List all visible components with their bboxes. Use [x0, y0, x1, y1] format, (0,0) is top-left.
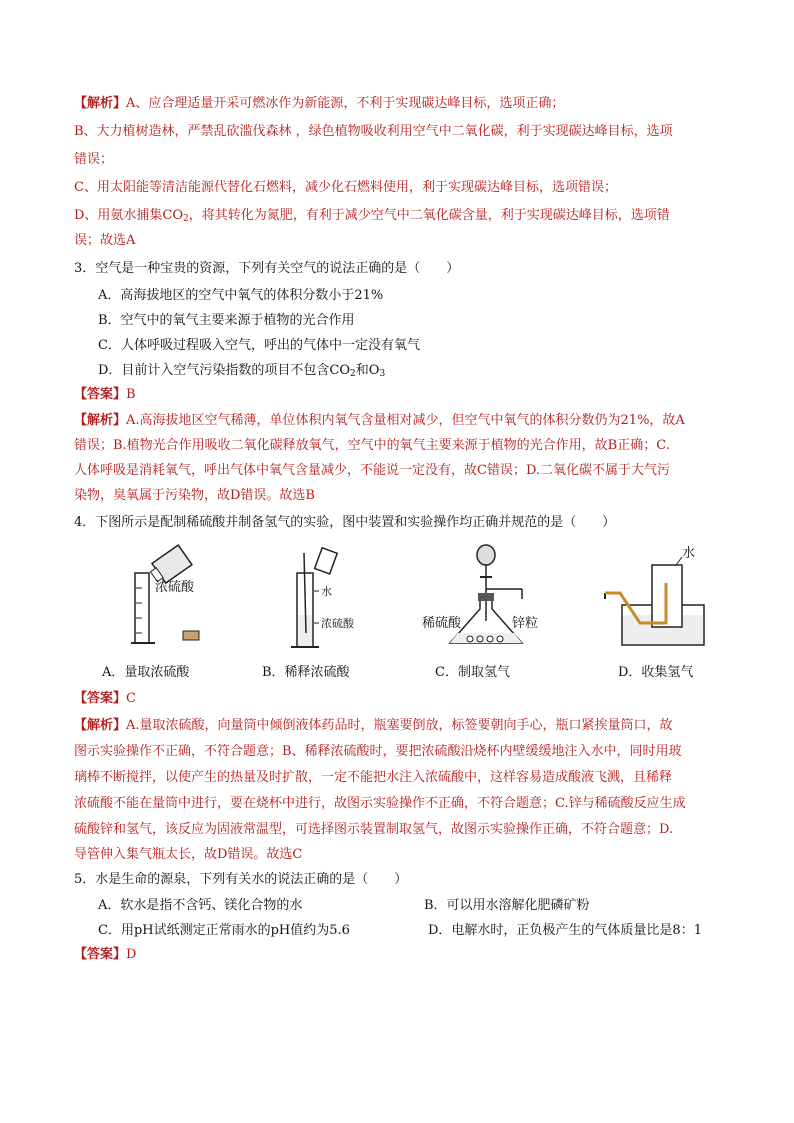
q4-analysis-line-6: 导管伸入集气瓶太长，故D错误。故选C: [74, 847, 303, 862]
q2-analysis-line-6: 误；故选A: [74, 233, 136, 248]
figure-a-caption: A．量取浓硫酸: [102, 665, 190, 680]
q3-option-d: D．目前计入空气污染指数的项目不包含$CO_2$和$O_3$: [98, 363, 386, 379]
q4-analysis-line-2: 图示实验操作不正确，不符合题意；B、稀释浓硫酸时，要把浓硫酸沿烧杯内壁缓缓地注入水中，同时用玻: [74, 744, 682, 759]
q5-answer: 【答案】D: [74, 947, 137, 962]
figure-c-hydrogen-generator: [420, 543, 550, 655]
q3-stem: 3．空气是一种宝贵的资源，下列有关空气的说法正确的是（ ）: [74, 261, 460, 276]
analysis-tag: 【解析】: [74, 96, 127, 111]
figure-a-pouring-acid: [125, 543, 225, 655]
q3-analysis-line-3: 人体呼吸是消耗氧气，呼出气体中氧气含量减少，不能说一定没有，故C错误；D.二氧化碳不属于大气污: [74, 463, 671, 478]
q2-analysis-line-5: D、用氨水捕集$CO_2$，将其转化为氮肥，有利于减少空气中二氧化碳含量，利于实现碳达峰目标，选项错: [74, 208, 670, 224]
q3-analysis-line-4: 染物，臭氧属于污染物，故D错误。故选B: [74, 488, 315, 503]
figure-d-water-label: 水: [682, 546, 696, 561]
q5-option-d: D．电解水时，正负极产生的气体质量比是8：1: [428, 923, 702, 938]
q4-analysis-line-1: 【解析】A.量取浓硫酸，向量筒中倾倒液体药品时，瓶塞要倒放，标签要朝向手心，瓶口紧挨量筒口，故: [74, 718, 673, 733]
q2-analysis-line-2: B、大力植树造林，严禁乱砍滥伐森林 ，绿色植物吸收利用空气中二氧化碳，利于实现碳达峰目标，选项: [74, 124, 673, 139]
q4-stem: 4．下图所示是配制稀硫酸并制备氢气的实验，图中装置和实验操作均正确并规范的是（ ）: [74, 515, 616, 530]
q3-answer: 【答案】B: [74, 387, 136, 402]
figure-d-caption: D．收集氢气: [618, 665, 694, 680]
figure-a-label: 浓硫酸: [155, 580, 195, 595]
figure-b-water-label: 水: [321, 585, 332, 598]
q3-option-c: C．人体呼吸过程吸入空气，呼出的气体中一定没有氧气: [98, 338, 420, 353]
q3-analysis-line-2: 错误；B.植物光合作用吸收二氧化碳释放氧气，空气中的氧气主要来源于植物的光合作用，故B正确；C.: [74, 438, 670, 453]
figure-b-diluting-acid: [285, 543, 365, 655]
figure-d-gas-collection: [600, 543, 720, 655]
figure-c-caption: C．制取氢气: [435, 665, 510, 680]
q5-option-b: B．可以用水溶解化肥磷矿粉: [424, 898, 590, 913]
q5-option-c: C．用pH试纸测定正常雨水的pH值约为5.6: [98, 923, 350, 938]
q3-analysis-line-1: 【解析】A.高海拔地区空气稀薄，单位体积内氧气含量相对减少，但空气中氧气的体积分数仍为21%，故A: [74, 413, 685, 428]
q5-option-a: A．软水是指不含钙、镁化合物的水: [98, 898, 303, 913]
figure-b-caption: B．稀释浓硫酸: [262, 665, 350, 680]
q3-option-b: B．空气中的氧气主要来源于植物的光合作用: [98, 313, 355, 328]
q2-analysis-line-3: 错误；: [74, 152, 114, 167]
q5-stem: 5．水是生命的源泉，下列有关水的说法正确的是（ ）: [74, 872, 408, 887]
q4-analysis-line-3: 璃棒不断搅拌，以使产生的热量及时扩散，一定不能把水注入浓硫酸中，这样容易造成酸液飞溅，且稀释: [74, 770, 673, 785]
q3-option-a: A．高海拔地区的空气中氧气的体积分数小于21%: [98, 288, 384, 303]
q2-analysis-line-1: 【解析】A、应合理适量开采可燃冰作为新能源，不利于实现碳达峰目标，选项正确；: [74, 96, 565, 111]
q4-analysis-line-5: 硫酸锌和氢气，该反应为固液常温型，可选择图示装置制取氢气，故图示实验操作正确，不符合题意；D.: [74, 822, 674, 837]
q4-answer: 【答案】C: [74, 691, 136, 706]
q2-analysis-line-4: C、用太阳能等清洁能源代替化石燃料，减少化石燃料使用，利于实现碳达峰目标，选项错误；: [74, 180, 617, 195]
figure-c-acid-label: 稀硫酸: [422, 616, 462, 631]
q4-analysis-line-4: 浓硫酸不能在量筒中进行，要在烧杯中进行，故图示实验操作不正确，不符合题意；C.锌与稀硫酸反应生成: [74, 796, 686, 811]
figure-b-acid-label: 浓硫酸: [321, 617, 354, 630]
figure-c-zinc-label: 锌粒: [512, 616, 539, 631]
